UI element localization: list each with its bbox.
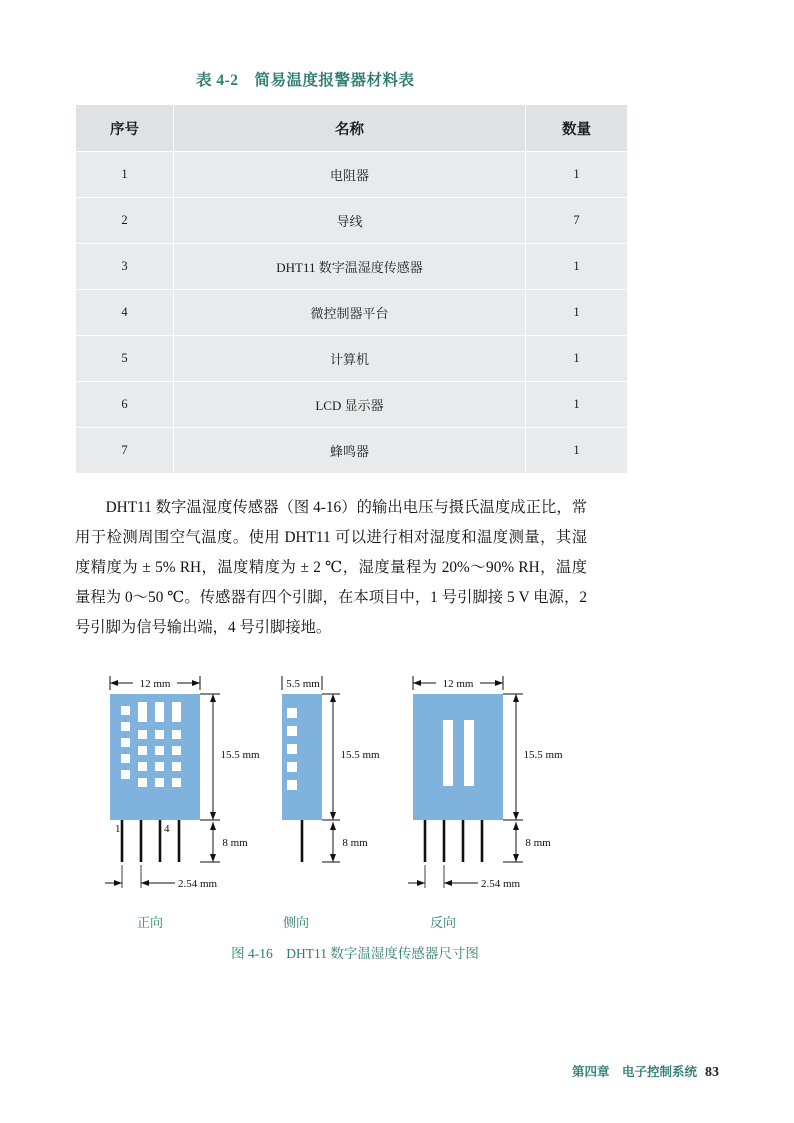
table-row <box>76 152 628 198</box>
cell-name: 微控制器平台 <box>174 290 526 336</box>
figure-caption: 图 4-16 DHT11 数字温湿度传感器尺寸图 <box>231 946 479 961</box>
cell-index: 7 <box>76 428 174 474</box>
svg-text:2.54 mm: 2.54 mm <box>178 878 218 890</box>
table-row <box>76 198 628 244</box>
figure-view-labels <box>75 912 635 934</box>
svg-text:8 mm: 8 mm <box>222 837 248 849</box>
svg-text:15.5 mm: 15.5 mm <box>523 749 563 761</box>
figure-drawing <box>75 650 635 910</box>
cell-name: LCD 显示器 <box>174 382 526 428</box>
table-row <box>76 382 628 428</box>
svg-text:12 mm: 12 mm <box>442 678 474 690</box>
footer-page-number: 83 <box>705 1065 719 1080</box>
cell-index: 3 <box>76 244 174 290</box>
table-header-index: 序号 <box>76 105 174 152</box>
figure-label-side: 侧向 <box>283 915 310 930</box>
cell-qty: 1 <box>526 382 628 428</box>
cell-qty: 1 <box>526 244 628 290</box>
cell-index: 2 <box>76 198 174 244</box>
cell-name: 导线 <box>174 198 526 244</box>
cell-qty: 1 <box>526 152 628 198</box>
table-header-name: 名称 <box>174 105 526 152</box>
svg-text:1: 1 <box>115 823 121 835</box>
cell-qty: 7 <box>526 198 628 244</box>
svg-text:2.54 mm: 2.54 mm <box>481 878 521 890</box>
cell-index: 5 <box>76 336 174 382</box>
figure-label-back: 反向 <box>430 915 457 930</box>
svg-text:8 mm: 8 mm <box>342 837 368 849</box>
cell-name: DHT11 数字温湿度传感器 <box>174 244 526 290</box>
table-row <box>76 290 628 336</box>
materials-table <box>75 104 628 474</box>
cell-name: 计算机 <box>174 336 526 382</box>
body-paragraph: DHT11 数字温湿度传感器（图 4-16）的输出电压与摄氏温度成正比，常用于检测周围空气温度。使用 DHT11 可以进行相对湿度和温度测量，其湿度精度为 ± 5% RH，温度精度为 ± 2 ℃，湿度量程为 20%～90% RH，温度量程为 0～50 ℃。传感器有四个引脚，在本项目中，1 号引脚接 5 V 电源，2 号引脚为信号输出端，4 号引脚接地。 <box>75 499 587 637</box>
svg-text:15.5 mm: 15.5 mm <box>340 749 380 761</box>
table-header-row <box>76 105 628 152</box>
svg-text:8 mm: 8 mm <box>525 837 551 849</box>
svg-text:4: 4 <box>164 823 170 835</box>
page-footer <box>572 1062 719 1081</box>
cell-qty: 1 <box>526 336 628 382</box>
table-row <box>76 244 628 290</box>
table-row <box>76 336 628 382</box>
cell-name: 蜂鸣器 <box>174 428 526 474</box>
figure-label-front: 正向 <box>137 915 164 930</box>
footer-chapter: 第四章 电子控制系统 <box>571 1065 697 1079</box>
table-caption: 表 4-2 简易温度报警器材料表 <box>196 72 415 89</box>
cell-index: 6 <box>76 382 174 428</box>
cell-name: 电阻器 <box>174 152 526 198</box>
cell-qty: 1 <box>526 290 628 336</box>
svg-text:5.5 mm: 5.5 mm <box>286 678 320 690</box>
svg-text:15.5 mm: 15.5 mm <box>220 749 260 761</box>
table-row <box>76 428 628 474</box>
svg-text:12 mm: 12 mm <box>139 678 171 690</box>
figure-dht11-dimensions <box>75 650 635 961</box>
cell-index: 1 <box>76 152 174 198</box>
cell-qty: 1 <box>526 428 628 474</box>
table-header-qty: 数量 <box>526 105 628 152</box>
cell-index: 4 <box>76 290 174 336</box>
